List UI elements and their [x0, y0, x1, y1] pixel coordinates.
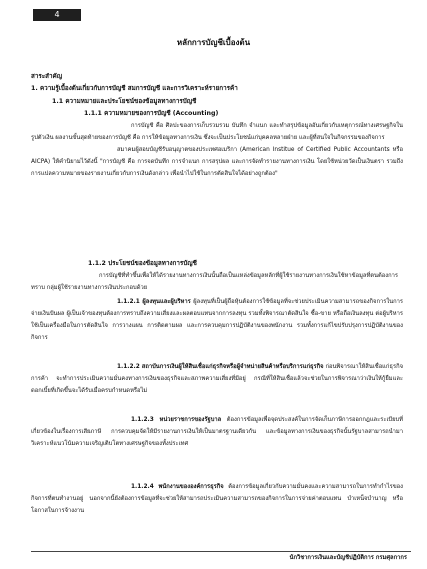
- paragraph-text: ก่อนพิจารณาให้สินเชื่อแก่ธุรกิจการค้า จะทำการประเมินความมั่นคงทางการเงินของธุรกิจและสภาพความเสี่ยงที่มีอยู่ กรณีที่ให้สินเชื่อแล้วจะช่วยในการพิจารณาว่าเงินให้กู้ยืมและดอกเบี้ยที่เกิดขึ้นจะได้รับเมื่อครบกำหนดหรือไม่: [31, 364, 403, 394]
- subsection-label: 1.1.2.2 สถาบันการเงินผู้ให้สินเชื่อแก่ธุรกิจหรือผู้จำหน่ายสินค้าหรือบริการแก่ธุรกิจ: [117, 364, 324, 370]
- paragraph-users-intro: [31, 270, 403, 294]
- paragraph-text: ต้องการข้อมูลเกี่ยวกับความมั่นคงและความสามารถในการทำกำไรของกิจการที่ตนทำงานอยู่ นอกจากนี้ยังต้องการข้อมูลที่จะช่วยให้สามารถประเมินความสามารถของกิจการในการจ่ายค่าตอบแทน บำเหน็จบำนาญ หรือโอกาสในการจ้างงาน: [31, 484, 403, 514]
- paragraph-text: ผู้ลงทุนที่เป็นผู้ถือหุ้นต้องการใช้ข้อมูลที่จะช่วยประเมินความสามารถของกิจการในการจ่ายเงินปันผล ผู้เป็นเจ้าของทุนต้องการทราบถึงความเสี่ยงและผลตอบแทนจากการลงทุน รวมทั้งพิจารณาตัดสินใจ ซื้อ-ขาย หรือถือเงินลงทุน ต่อผู้บริหารใช้เป็นเครื่องมือในการตัดสินใจ การวางแผน การติดตามผล และการควบคุมการปฏิบัติงานของพนักงาน รวมทั้งการแก้ไขปรับปรุงการปฏิบัติงานของกิจการ: [31, 299, 403, 341]
- section-1-heading: 1. ความรู้เบื้องต้นเกี่ยวกับการบัญชี สมการบัญชี และการวิเคราะห์รายการค้า: [31, 85, 238, 92]
- section-1-1-1-heading: 1.1.1 ความหมายของการบัญชี (Accounting): [84, 110, 219, 117]
- paragraph-text: การบัญชีที่ทำขึ้นเพื่อให้ได้รายงานทางการเงินนั้นถือเป็นแหล่งข้อมูลหลักที่ผู้ใช้รายงานทางการเงินใช้หาข้อมูลที่ตนต้องการทราบ กลุ่มผู้ใช้รายงานทางการเงินประกอบด้วย: [31, 273, 398, 291]
- subsection-label: 1.1.2.4 พนักงานขององค์การธุรกิจ: [131, 484, 224, 490]
- footer-divider: [31, 551, 411, 552]
- paragraph-lenders: [31, 361, 403, 397]
- section-1-1-heading: 1.1 ความหมายและประโยชน์ของข้อมูลทางการบัญชี: [52, 98, 197, 105]
- summary-heading: สาระสำคัญ: [31, 73, 63, 80]
- paragraph-investors: [31, 296, 403, 344]
- document-title: หลักการบัญชีเบื้องต้น: [176, 38, 251, 47]
- footer-text: นักวิชาการเงินและบัญชีปฏิบัติการ กรมศุลกากร: [289, 555, 407, 561]
- page-number-bar: [33, 9, 81, 21]
- paragraph-text: การบัญชี คือ ศิลปะของการเก็บรวมรวม บันทึก จำแนก และทำสรุปข้อมูลอันเกี่ยวกับเหตุการณ์ทางเศรษฐกิจในรูปตัวเงิน ผลงานขั้นสุดท้ายของการบัญชี คือ การให้ข้อมูลทางการเงิน ซึ่งจะเป็นประโยชน์แก่บุคคลหลายฝ่าย และผู้ที่สนใจในกิจกรรมของกิจการ: [31, 123, 403, 141]
- paragraph-text: ต้องการข้อมูลเพื่อจุดประสงค์ในการจัดเก็บภาษีการออกกฎและระเบียบที่เกี่ยวข้องในเรื่องการเสียภาษี การควบคุมจัดให้มีรายงานการเงินให้เป็นมาตรฐานเดียวกัน และข้อมูลทางการเงินของธุรกิจนั้นรัฐบาลสามารถนำมาวิเคราะห์แนวโน้มความเจริญเติบโตทางเศรษฐกิจของทั้งประเทศ: [31, 417, 404, 447]
- paragraph-text: สมาคมผู้สอบบัญชีรับอนุญาตของประเทศอเมริกา (American Institue of Certified Public Accountants หรือ AICPA) ให้คำนิยามไว้ดังนี้ "การบัญชี คือ การจดบันทึก การจำแนก การสรุปผล และการจัดทำรายงานทางการเงิน โดยใช้หน่วยวัดเป็นเงินตรา รวมถึงการแปลความหมายของรายงานเกี่ยวกับการเงินดังกล่าว เพื่อนำไปใช้ในการตัดสินใจได้อย่างถูกต้อง": [31, 147, 403, 177]
- paragraph-employees: [31, 481, 403, 517]
- section-1-1-2-heading: 1.1.2 ประโยชน์ของข้อมูลทางการบัญชี: [88, 260, 197, 267]
- subsection-label: 1.1.2.3 หน่วยราชการของรัฐบาล: [131, 417, 222, 423]
- subsection-label: 1.1.2.1 ผู้ลงทุนและผู้บริหาร: [117, 299, 191, 305]
- paragraph-accounting-definition: [31, 120, 403, 180]
- paragraph-government: [31, 414, 403, 450]
- page-number: 4: [54, 10, 60, 19]
